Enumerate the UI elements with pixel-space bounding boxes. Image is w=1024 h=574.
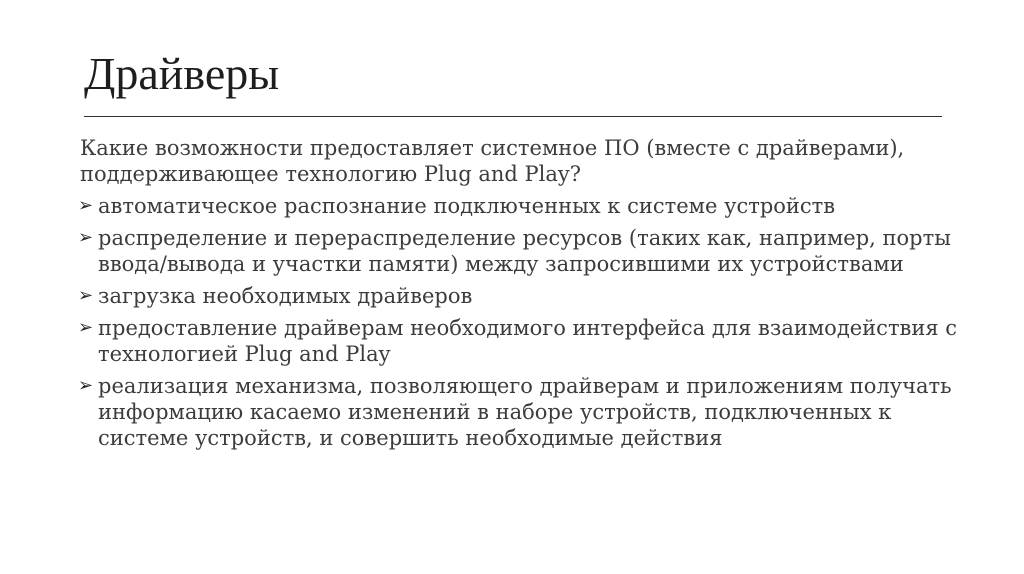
bullet-text: загрузка необходимых драйверов [98, 284, 473, 308]
arrow-bullet-icon: ➢ [78, 285, 94, 306]
bullet-item [78, 315, 958, 367]
bullet-text: автоматическое распознание подключенных к системе устройств [98, 194, 836, 218]
slide-title: Драйверы [84, 48, 280, 99]
arrow-bullet-icon: ➢ [78, 317, 94, 338]
bullet-item [78, 283, 958, 309]
bullet-text: реализация механизма, позволяющего драйверам и приложениям получать информацию касаемо изменений в наборе устройств, подключенных к системе устройств, и совершить необходимые действия [98, 374, 952, 450]
bullet-item [78, 193, 958, 219]
title-divider [84, 116, 942, 117]
bullet-list [78, 193, 958, 451]
arrow-bullet-icon: ➢ [78, 195, 94, 216]
slide-body [78, 135, 958, 457]
arrow-bullet-icon: ➢ [78, 375, 94, 396]
bullet-text: распределение и перераспределение ресурсов (таких как, например, порты ввода/вывода и участки памяти) между запросившими их устройствами [98, 226, 951, 276]
bullet-item [78, 225, 958, 277]
bullet-text: предоставление драйверам необходимого интерфейса для взаимодействия с технологией Plug and Play [98, 316, 958, 366]
arrow-bullet-icon: ➢ [78, 227, 94, 248]
intro-question: Какие возможности предоставляет системное ПО (вместе с драйверами), поддерживающее технологию Plug and Play? [80, 136, 905, 186]
bullet-item [78, 373, 958, 451]
